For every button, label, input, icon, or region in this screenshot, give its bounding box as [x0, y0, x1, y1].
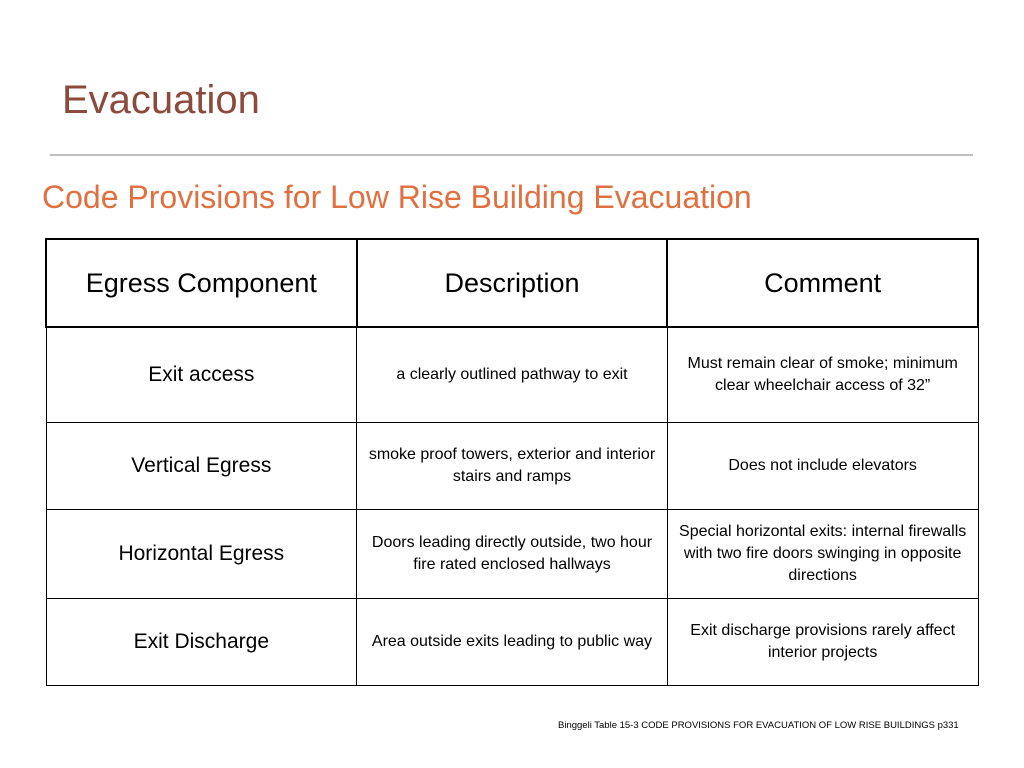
table-row [46, 510, 978, 599]
slide-subtitle: Code Provisions for Low Rise Building Evacuation [42, 179, 752, 215]
header-description: Description [357, 239, 668, 327]
component-cell: Vertical Egress [46, 423, 357, 510]
title-divider [50, 154, 973, 156]
comment-cell: Must remain clear of smoke; minimum clear wheelchair access of 32” [667, 327, 978, 423]
component-cell: Horizontal Egress [46, 510, 357, 599]
comment-cell: Does not include elevators [667, 423, 978, 510]
slide-title: Evacuation [62, 78, 260, 122]
header-comment: Comment [667, 239, 978, 327]
description-cell: a clearly outlined pathway to exit [357, 327, 668, 423]
component-cell: Exit access [46, 327, 357, 423]
component-cell: Exit Discharge [46, 599, 357, 686]
table-row [46, 423, 978, 510]
description-cell: Area outside exits leading to public way [357, 599, 668, 686]
egress-table [45, 238, 979, 686]
comment-cell: Exit discharge provisions rarely affect interior projects [667, 599, 978, 686]
header-egress-component: Egress Component [46, 239, 357, 327]
description-cell: smoke proof towers, exterior and interior stairs and ramps [357, 423, 668, 510]
table-header-row [46, 239, 978, 327]
source-citation: Binggeli Table 15-3 CODE PROVISIONS FOR EVACUATION OF LOW RISE BUILDINGS p331 [558, 720, 959, 731]
description-cell: Doors leading directly outside, two hour fire rated enclosed hallways [357, 510, 668, 599]
table-row [46, 327, 978, 423]
comment-cell: Special horizontal exits: internal firewalls with two fire doors swinging in opposite directions [667, 510, 978, 599]
table-row [46, 599, 978, 686]
